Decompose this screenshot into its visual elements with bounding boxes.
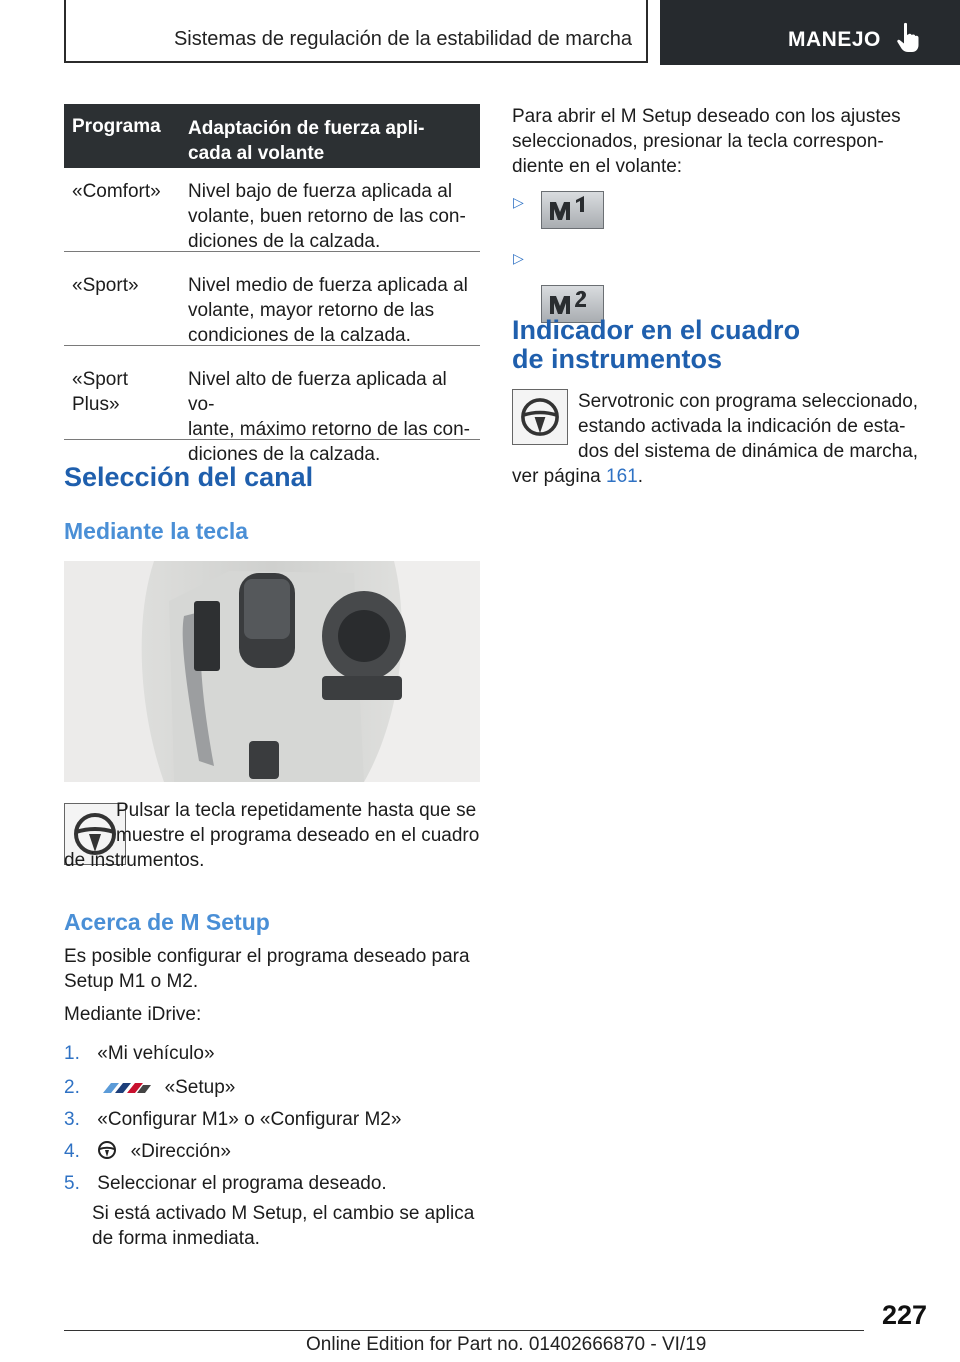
step-item [64, 1041, 401, 1075]
indicator-heading-line: Indicador en el cuadro [512, 315, 801, 345]
row-description [188, 179, 478, 254]
header-box [64, 0, 648, 63]
note-line: muestre el programa deseado en el cuadro [116, 825, 480, 846]
note-line: Pulsar la tecla repetidamente hasta que se [116, 800, 477, 821]
indicator-steering-wheel-icon [512, 389, 568, 445]
step-text: «Configurar M1» o «Configurar M2» [97, 1109, 402, 1130]
row-program: «Comfort» [72, 181, 161, 202]
step-item [64, 1171, 401, 1203]
section-title: Sistemas de regulación de la estabilidad de marcha [173, 28, 632, 50]
step-item [64, 1139, 401, 1171]
subheading-msetup: Acerca de M Setup [64, 909, 270, 935]
row-line: Nivel bajo de fuerza aplicada al [188, 181, 453, 202]
row-program-line: Plus» [72, 394, 120, 415]
header-force [188, 116, 468, 166]
table-header [64, 104, 480, 168]
m1-button-icon [542, 192, 603, 228]
steering-wheel-icon [513, 390, 567, 444]
row-description [188, 367, 478, 467]
row-line: volante, mayor retorno de las [188, 300, 435, 321]
step-text: Seleccionar el programa deseado. [97, 1173, 387, 1194]
see-page-line [512, 464, 643, 489]
msetup-line: Setup M1 o M2. [64, 971, 199, 992]
page-link[interactable]: 161 [606, 466, 638, 487]
step5-note [92, 1201, 474, 1251]
hand-pointer-icon [896, 22, 920, 54]
bullet-marker: ▷ [513, 194, 524, 210]
indicator-line: dos del sistema de dinámica de marcha, [578, 441, 919, 462]
see-page-end: . [637, 466, 643, 487]
m1-button[interactable] [541, 191, 604, 229]
intro-line: Para abrir el M Setup deseado con los ajustes [512, 106, 901, 127]
intro-line: diente en el volante: [512, 156, 683, 177]
steering-wheel-icon [97, 1140, 117, 1160]
step-text: «Setup» [164, 1077, 236, 1098]
chapter-label: MANEJO [788, 28, 881, 51]
bullet-marker: ▷ [513, 250, 524, 266]
row-line: diciones de la calzada. [188, 231, 381, 252]
m-logo-icon [97, 1080, 153, 1096]
steps-list [64, 1041, 401, 1203]
table-row [64, 168, 480, 252]
step-item [64, 1075, 401, 1107]
step5-note-line: de forma inmediata. [92, 1228, 260, 1249]
step-text: «Dirección» [130, 1141, 231, 1162]
center-console-photo [64, 561, 480, 782]
msetup-text [64, 944, 484, 994]
row-program [72, 367, 182, 417]
idrive-label: Mediante iDrive: [64, 1004, 202, 1025]
row-line: volante, buen retorno de las con- [188, 206, 466, 227]
header-program: Programa [72, 116, 161, 137]
step-number: 5. [64, 1173, 80, 1194]
header-force-line1: Adaptación de fuerza apli- [188, 118, 425, 139]
intro-line: seleccionados, presionar la tecla correspon- [512, 131, 884, 152]
row-program: «Sport» [72, 275, 139, 296]
step-text: «Mi vehículo» [97, 1043, 215, 1064]
indicator-heading-line: de instrumentos [512, 344, 723, 374]
indicator-line: Servotronic con programa seleccionado, [578, 391, 919, 412]
step5-note-line: Si está activado M Setup, el cambio se aplica [92, 1203, 475, 1224]
header-force-line2: cada al volante [188, 143, 325, 164]
program-table [64, 104, 480, 465]
row-line: Nivel medio de fuerza aplicada al [188, 275, 468, 296]
row-line: Nivel alto de fuerza aplicada al vo- [188, 369, 447, 415]
note-line: de instrumentos. [64, 850, 205, 871]
right-intro [512, 104, 932, 179]
table-row [64, 346, 480, 465]
table-row [64, 252, 480, 346]
step-number: 3. [64, 1109, 80, 1130]
step-item [64, 1107, 401, 1139]
see-page-text: ver página [512, 466, 601, 487]
indicator-text [578, 389, 938, 464]
row-program-line: «Sport [72, 369, 128, 390]
footer-edition: Online Edition for Part no. 01402666870 - VI/19 [306, 1334, 707, 1355]
subheading-button: Mediante la tecla [64, 518, 249, 544]
footer-rule [64, 1330, 864, 1331]
page-number: 227 [882, 1300, 928, 1330]
note-text [116, 798, 486, 848]
chapter-tab[interactable] [660, 0, 960, 65]
row-line: diciones de la calzada. [188, 444, 381, 465]
row-line: lante, máximo retorno de las con- [188, 419, 470, 440]
row-line: condiciones de la calzada. [188, 325, 411, 346]
step-number: 1. [64, 1043, 80, 1064]
indicator-line: estando activada la indicación de esta- [578, 416, 906, 437]
msetup-line: Es posible configurar el programa deseado para [64, 946, 470, 967]
step-number: 2. [64, 1077, 80, 1098]
row-description [188, 273, 478, 348]
section-heading-channel: Selección del canal [64, 462, 314, 492]
step-number: 4. [64, 1141, 80, 1162]
indicator-heading [512, 316, 800, 374]
